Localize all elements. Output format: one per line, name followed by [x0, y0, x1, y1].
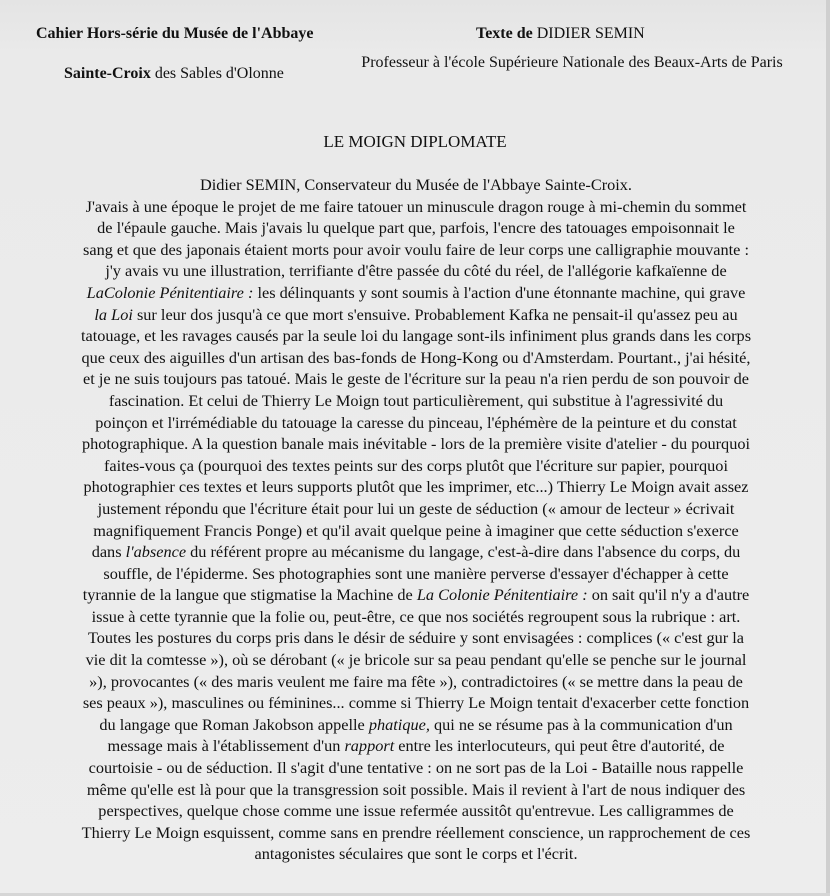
body-line: »), provocantes (« des maris veulent me faire ma fête »), contradictoires (« se mettre dans la peau de: [89, 671, 743, 691]
body-text: tyrannie de la langue que stigmatise la Machine de: [82, 585, 417, 605]
body-line: vie dit la comtesse »), où se dérobant (« je bricole sur sa peau pendant qu'elle se penche sur le journal: [85, 650, 747, 670]
header-location: [64, 64, 284, 83]
body-text: qui ne se résume pas à la communication d'un: [429, 714, 733, 734]
body-line: [22, 735, 810, 757]
body-line: de l'épaule gauche. Mais j'avais lu quelque part que, parfois, l'encre des tatouages empoisonnait le: [97, 218, 735, 238]
body-line: tatouage, et les ravages causés par la seule loi du langage sont-ils infiniment plus grands dans les corps: [80, 326, 752, 346]
header-author-name: DIDIER SEMIN: [532, 25, 645, 42]
body-line: Toutes les postures du corps pris dans le désir de séduire y sont envisagées : complices (« c'est gur la: [87, 628, 745, 648]
body-line: [22, 304, 810, 326]
body-line: j'y avais vu une illustration, terrifiante d'être passée du côté du réel, de l'allégorie kafkaïenne de: [105, 261, 727, 281]
italic-term: phatique,: [368, 714, 430, 734]
body-line: [22, 541, 810, 563]
body-text: du langage que Roman Jakobson appelle: [99, 714, 369, 734]
body-line: faites-vous ça (pourquoi des textes peints sur des corps plutôt que l'écriture sur papier, pourquoi: [104, 455, 728, 475]
body-line: [22, 714, 810, 736]
body-text: message mais à l'établissement d'un: [107, 736, 345, 756]
body-line: sang et que des japonais étaient morts pour avoir voulu faire de leur corps une calligraphie mouvante :: [83, 239, 749, 259]
body-text: les délinquants y sont soumis à l'action d'une étonnante machine, qui grave: [253, 282, 746, 302]
header-author-label: Texte de: [476, 25, 533, 42]
body-text: sur leur dos jusqu'à ce que mort s'ensuive. Probablement Kafka ne pensait-il qu'assez peu au: [132, 304, 738, 324]
body-line: photographique. A la question banale mais inévitable - lors de la première visite d'atelier - du pourquoi: [81, 434, 750, 454]
body-line: que ceux des aiguilles d'un artisan des bas-fonds de Hong-Kong ou d'Amsterdam. Pourtant., j'ai hésité,: [81, 347, 751, 367]
book-title-italic: LaColonie Pénitentiaire :: [86, 282, 254, 302]
header-author: [476, 24, 645, 43]
body-line: ses peaux »), masculines ou féminines... comme si Thierry Le Moign tentait d'exacerber cette fonction: [82, 693, 750, 713]
book-title-italic: La Colonie Pénitentiaire :: [416, 585, 588, 605]
italic-term: l'absence: [125, 542, 187, 562]
italic-term: la Loi: [94, 304, 133, 324]
body-line: Didier SEMIN, Conservateur du Musée de l'Abbaye Sainte-Croix.: [199, 175, 633, 194]
body-line: poinçon et l'irrémédiable du tatouage la caresse du pinceau, l'éphémère de la peinture et du constat: [95, 412, 737, 432]
body-line: [22, 584, 810, 606]
body-line: Thierry Le Moign esquissent, comme sans en prendre réellement conscience, un rapprochement de ces: [81, 822, 751, 842]
body-text: entre les interlocuteurs, qui peut être d'autorité, de: [394, 736, 725, 756]
document-title: LE MOIGN DIPLOMATE: [323, 132, 507, 151]
header-publication-label: Cahier Hors-série du Musée de l'Abbaye: [36, 25, 314, 42]
body-text: du référent propre au mécanisme du langage, c'est-à-dire dans l'absence du corps, du: [186, 542, 741, 562]
body-line: et je ne suis toujours pas tatoué. Mais le geste de l'écriture sur la peau n'a rien perdu de son pouvoir de: [83, 369, 749, 389]
body-text: on sait qu'il n'y a d'autre: [587, 585, 750, 605]
document-body: [22, 174, 810, 865]
body-line: J'avais à une époque le projet de me faire tatouer un minuscule dragon rouge à mi-chemin du sommet: [85, 196, 747, 216]
body-line: issue à cette tyrannie que la folie ou, peut-être, ce que nos sociétés regroupent sous la rubrique : art.: [91, 606, 741, 626]
body-line: magnifiquement Francis Ponge) et qu'il avait quelque peine à imaginer que cette séduction s'exerce: [93, 520, 739, 540]
body-line: justement répondu que l'écriture était pour lui un geste de séduction (« amour de lecteur » écrivait: [97, 498, 735, 518]
header-location-rest: des Sables d'Olonne: [150, 65, 284, 82]
body-line: antagonistes séculaires que sont le corps et l'écrit.: [254, 844, 578, 864]
body-line: même qu'elle est là pour que la transgression soit possible. Mais il revient à l'art de nous indiquer des: [86, 779, 746, 799]
body-line: photographier ces textes et leurs supports plutôt que les imprimer, etc...) Thierry Le Moign avait assez: [83, 477, 749, 497]
header-location-bold: Sainte-Croix: [64, 65, 151, 82]
body-line: [22, 282, 810, 304]
header-publication: [36, 24, 313, 43]
body-line: courtoisie - ou de séduction. Il s'agit d'une tentative : on ne sort pas de la Loi - Bataille nous rappelle: [88, 758, 744, 778]
italic-term: rapport: [344, 736, 395, 756]
body-line: fascination. Et celui de Thierry Le Moign tout particulièrement, qui substitue à l'agressivité du: [108, 390, 724, 410]
body-line: perspectives, quelque chose comme une issue refermée aussitôt qu'entrevue. Les calligrammes de: [98, 801, 734, 821]
body-line: souffle, de l'épiderme. Ses photographies sont une manière perverse d'essayer d'échapper à cette: [103, 563, 729, 583]
header-author-role: Professeur à l'école Supérieure Nationale des Beaux-Arts de Paris: [361, 54, 783, 71]
body-text: dans: [91, 542, 126, 562]
